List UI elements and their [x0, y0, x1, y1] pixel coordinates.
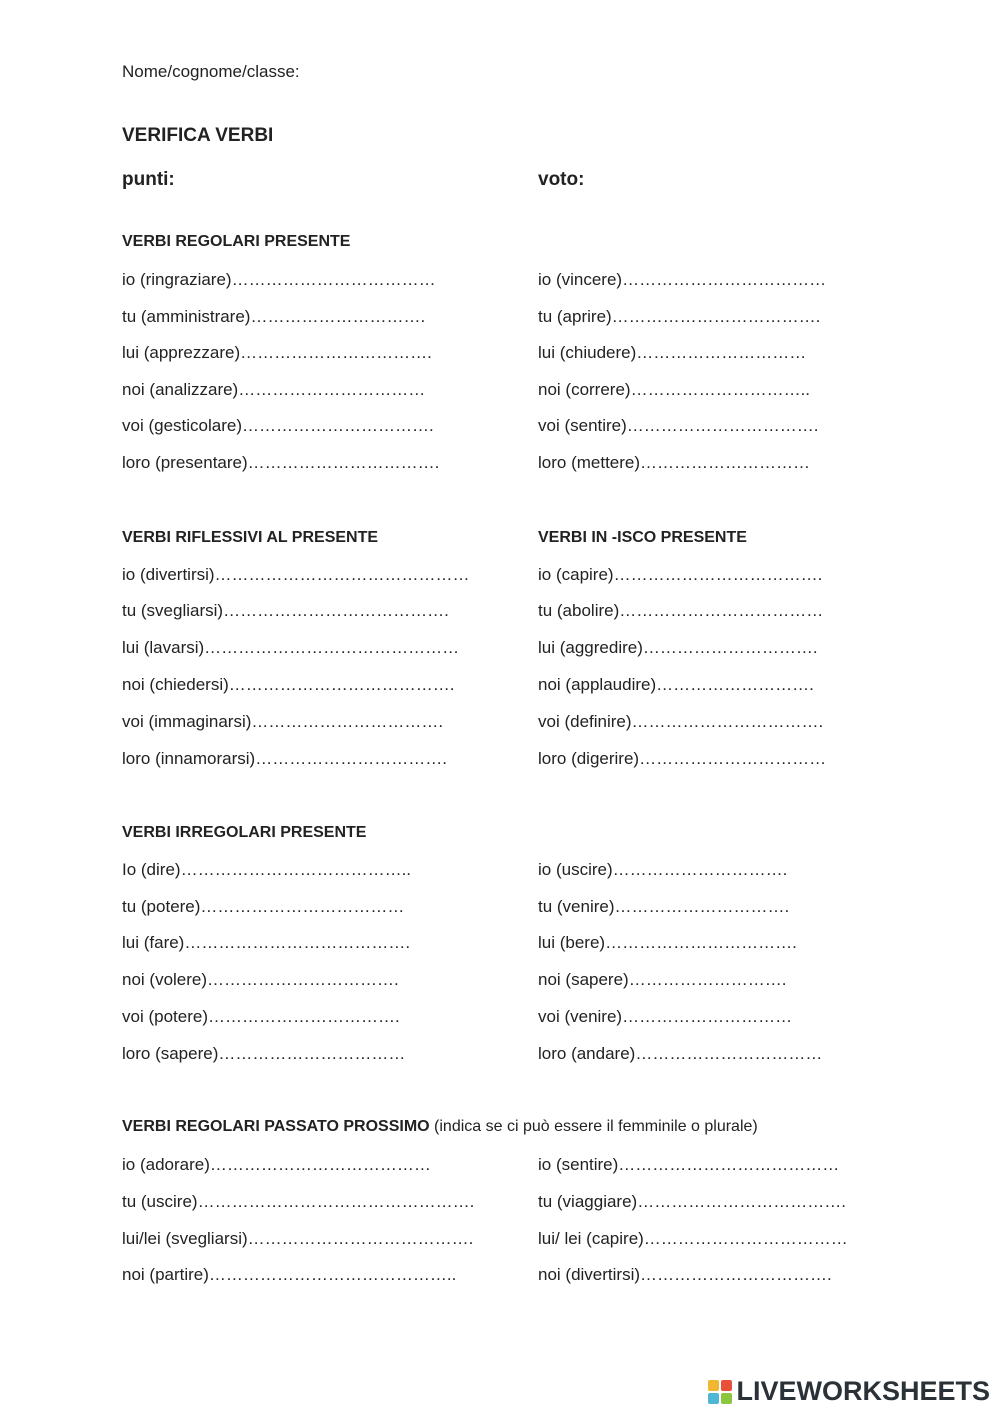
exercise-item: voi (gesticolare)…………………………….: [122, 416, 434, 435]
exercise-item: noi (divertirsi)…………………………….: [538, 1265, 832, 1284]
exercise-item: tu (venire)………………………….: [538, 897, 790, 916]
exercise-item: voi (potere)…………………………….: [122, 1007, 400, 1026]
exercise-item: io (capire)……………………………….: [538, 565, 823, 584]
grade-label: voto:: [538, 169, 585, 190]
logo-square: [708, 1380, 719, 1391]
liveworksheets-watermark: [708, 1376, 990, 1407]
exercise-item: tu (abolire)………………………………: [538, 601, 824, 620]
logo-square: [721, 1393, 732, 1404]
exercise-item: tu (potere)………………………………: [122, 897, 405, 916]
exercise-item: io (uscire)………………………….: [538, 860, 788, 879]
exercise-item: tu (svegliarsi)………………………………….: [122, 601, 449, 620]
exercise-item: lui (chiudere)…………………………: [538, 343, 807, 362]
exercise-item: lui/lei (svegliarsi)………………………………….: [122, 1229, 474, 1248]
exercise-item: tu (viaggiare)……………………………….: [538, 1192, 846, 1211]
exercise-item: io (ringraziare)………………………………: [122, 270, 436, 289]
exercise-item: tu (aprire)……………………………….: [538, 307, 821, 326]
exercise-item: lui (fare)………………………………….: [122, 933, 411, 952]
logo-square: [708, 1393, 719, 1404]
exercise-item: tu (amministrare)………………………….: [122, 307, 426, 326]
exercise-item: io (divertirsi)………………………………………: [122, 565, 470, 584]
exercise-item: loro (andare)……………………………: [538, 1044, 823, 1063]
exercise-item: lui (lavarsi)………………………………………: [122, 638, 460, 657]
exercise-item: noi (correre)…………………………..: [538, 380, 811, 399]
exercise-item: voi (immaginarsi)…………………………….: [122, 712, 444, 731]
exercise-item: loro (innamorarsi)…………………………….: [122, 749, 447, 768]
exercise-item: io (vincere)………………………………: [538, 270, 827, 289]
section-heading-irregular-present: VERBI IRREGOLARI PRESENTE: [122, 824, 367, 841]
exercise-item: lui (aggredire)………………………….: [538, 638, 818, 657]
liveworksheets-brand-text: LIVEWORKSHEETS: [736, 1376, 990, 1406]
exercise-item: noi (applaudire)……………………….: [538, 675, 814, 694]
exercise-item: noi (partire)……………………………………..: [122, 1265, 457, 1284]
exercise-item: loro (digerire)……………………………: [538, 749, 827, 768]
exercise-item: loro (mettere)…………………………: [538, 453, 811, 472]
name-class-line: Nome/cognome/classe:: [122, 62, 300, 81]
exercise-item: lui (apprezzare)…………………………….: [122, 343, 432, 362]
exercise-item: noi (analizzare)……………………………: [122, 380, 426, 399]
exercise-item: tu (uscire)………………………………………….: [122, 1192, 475, 1211]
liveworksheets-logo-icon: [708, 1380, 732, 1404]
exercise-item: loro (presentare)…………………………….: [122, 453, 440, 472]
section-heading-past-perfect: [122, 1118, 758, 1136]
exercise-item: noi (sapere)……………………….: [538, 970, 787, 989]
section-heading-note: (indica se ci può essere il femminile o plurale): [429, 1118, 758, 1135]
section-heading-reflexive-present: VERBI RIFLESSIVI AL PRESENTE: [122, 529, 379, 546]
section-heading-regular-present: VERBI REGOLARI PRESENTE: [122, 233, 351, 250]
logo-square: [721, 1380, 732, 1391]
exercise-item: noi (chiedersi)………………………………….: [122, 675, 455, 694]
exercise-item: voi (venire)…………………………: [538, 1007, 793, 1026]
exercise-item: loro (sapere)……………………………: [122, 1044, 406, 1063]
section-heading-isco-present: VERBI IN -ISCO PRESENTE: [538, 529, 747, 546]
exercise-item: Io (dire)…………………………………..: [122, 860, 412, 879]
exercise-item: io (adorare)…………………………………: [122, 1155, 431, 1174]
points-label: punti:: [122, 169, 175, 190]
exercise-item: io (sentire)…………………………………: [538, 1155, 840, 1174]
exercise-item: lui/ lei (capire)………………………………: [538, 1229, 848, 1248]
section-heading-text: VERBI REGOLARI PASSATO PROSSIMO: [122, 1118, 430, 1135]
exercise-item: noi (volere)…………………………….: [122, 970, 399, 989]
exercise-item: lui (bere)…………………………….: [538, 933, 797, 952]
document-title: VERIFICA VERBI: [122, 125, 274, 146]
exercise-item: voi (definire)…………………………….: [538, 712, 824, 731]
exercise-item: voi (sentire)…………………………….: [538, 416, 819, 435]
